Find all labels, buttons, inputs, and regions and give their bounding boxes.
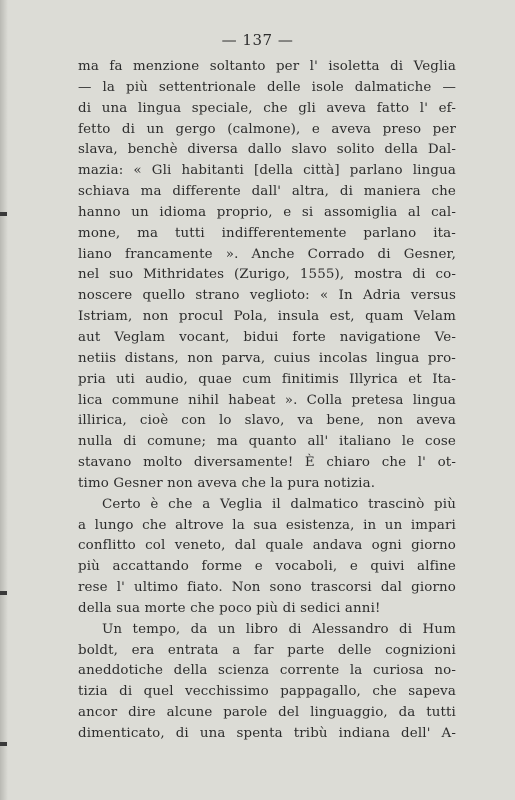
text-line: ma fa menzione soltanto per l' isoletta di Veglia [78, 59, 456, 74]
text-line: slava, benchè diversa dallo slavo solito della Dal- [78, 142, 456, 158]
text-line: hanno un idioma proprio, e si assomiglia al cal- [78, 204, 456, 220]
text-line: liano francamente ». Anche Corrado di Gesner, [78, 246, 456, 262]
text-line: dimenticato, di una spenta tribù indiana dell' A- [78, 726, 456, 741]
text-line: illirica, cioè con lo slavo, va bene, non aveva [78, 413, 456, 429]
text-line: mone, ma tutti indifferentemente parlano ita- [78, 225, 456, 241]
text-line: netiis distans, non parva, cuius incolas lingua pro- [78, 350, 456, 366]
text-line: schiava ma differente dall' altra, di maniera che [78, 184, 456, 200]
text-line: Un tempo, da un libro di Alessandro di Hum [102, 621, 456, 637]
text-line: lica commune nihil habeat ». Colla pretesa lingua [78, 392, 456, 408]
margin-mark [0, 212, 7, 216]
text-line: aneddotiche della scienza corrente la curiosa no- [78, 663, 456, 679]
text-line: Istriam, non procul Pola, insula est, quam Velam [78, 309, 456, 325]
text-line: di una lingua speciale, che gli aveva fatto l' ef- [78, 100, 456, 116]
text-line: pria uti audio, quae cum finitimis Illyrica et Ita- [78, 371, 456, 387]
paragraph [78, 57, 456, 495]
paragraph [78, 495, 456, 620]
text-line: tizia di quel vecchissimo pappagallo, che sapeva [78, 684, 456, 700]
text-line: stavano molto diversamente! È chiaro che l' ot- [78, 455, 456, 471]
text-line: mazia: « Gli habitanti [della città] parlano lingua [78, 163, 456, 179]
text-line: fetto di un gergo (calmone), e aveva preso per [78, 121, 456, 137]
text-line: della sua morte che poco più di sedici anni! [78, 600, 381, 616]
text-line: boldt, era entrata a far parte delle cognizioni [78, 642, 456, 658]
text-line: timo Gesner non aveva che la pura notizia. [78, 475, 376, 491]
text-line: nulla di comune; ma quanto all' italiano le cose [78, 434, 456, 450]
text-line: Certo è che a Veglia il dalmatico trascinò più [102, 496, 456, 512]
margin-mark [0, 591, 7, 595]
page-number: — 137 — [221, 31, 294, 49]
paragraph [78, 620, 456, 745]
body-text [78, 57, 456, 745]
margin-mark [0, 742, 7, 746]
text-line: conflitto col veneto, dal quale andava ogni giorno [78, 538, 456, 554]
text-line: noscere quello strano veglioto: « In Adria versus [78, 288, 456, 304]
text-line: ancor dire alcune parole del linguaggio, da tutti [78, 705, 456, 721]
page-edge-shadow [0, 0, 8, 800]
text-line: aut Veglam vocant, bidui forte navigatione Ve- [78, 329, 456, 345]
text-line: a lungo che altrove la sua esistenza, in un impari [78, 517, 456, 533]
text-line: — la più settentrionale delle isole dalmatiche — [78, 79, 456, 95]
text-line: nel suo Mithridates (Zurigo, 1555), mostra di co- [78, 267, 456, 283]
text-line: più accattando forme e vocaboli, e quivi alfine [78, 559, 456, 575]
text-line: rese l' ultimo fiato. Non sono trascorsi dal giorno [78, 580, 456, 596]
